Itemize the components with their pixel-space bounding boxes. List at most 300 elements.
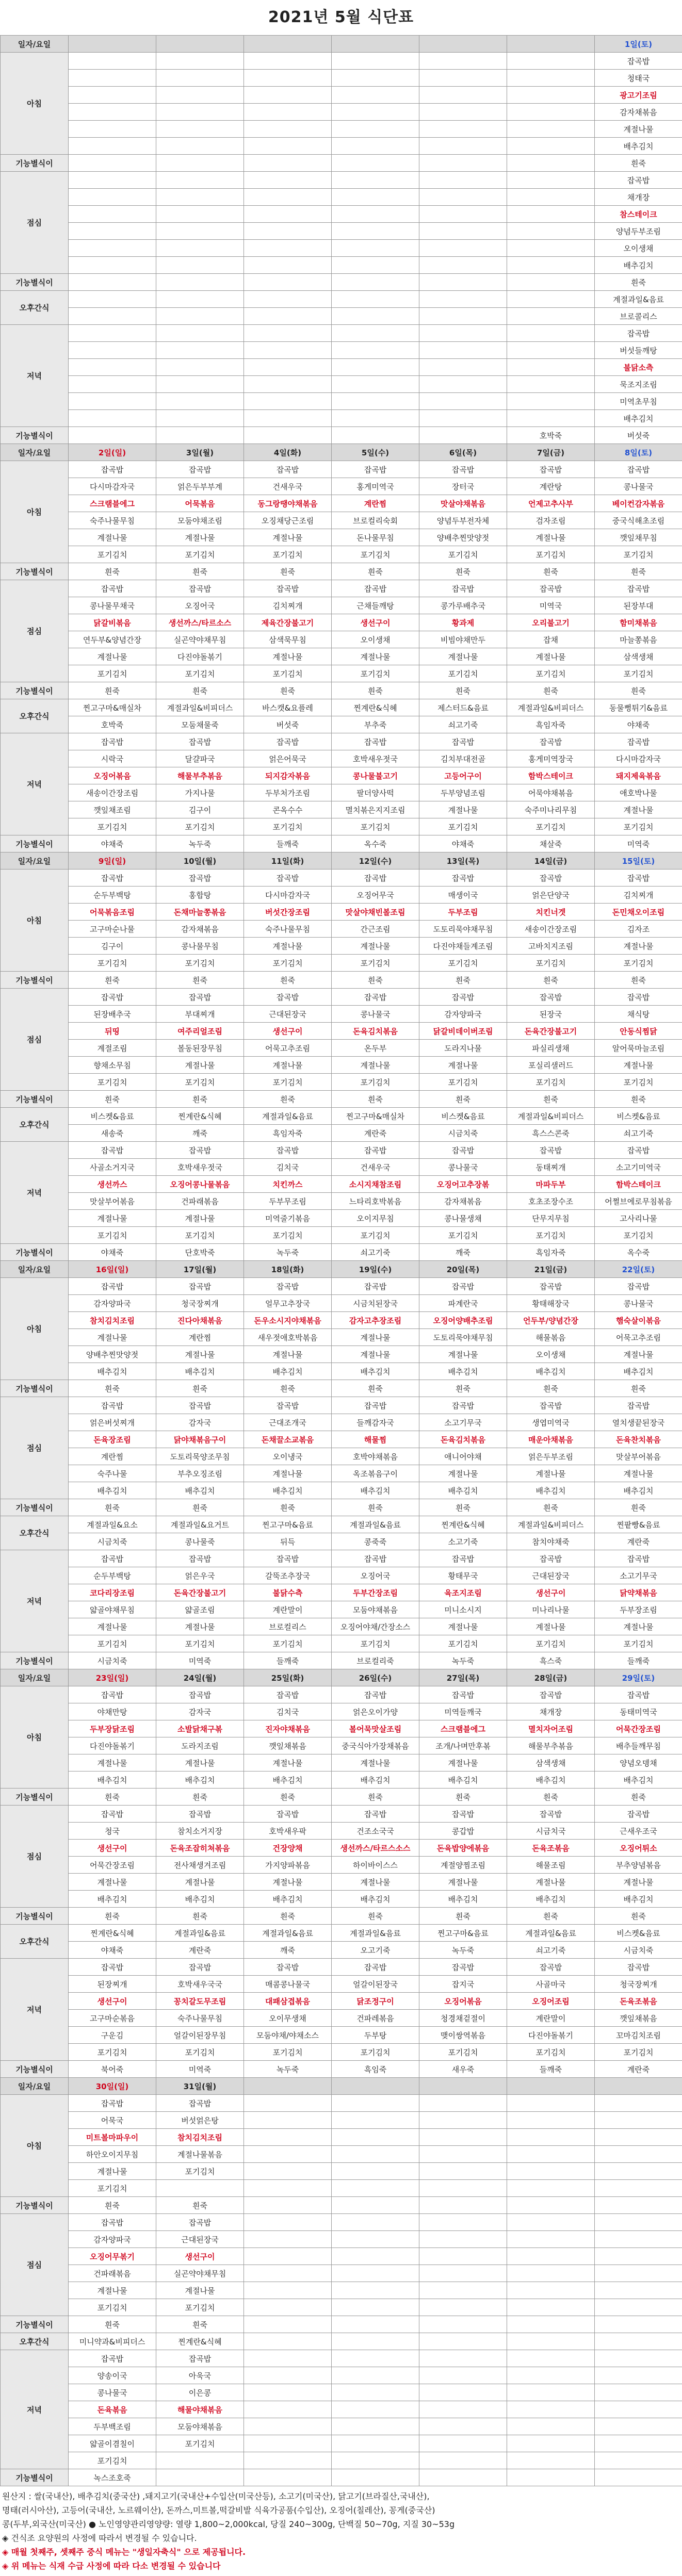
dinner-row <box>1 801 682 818</box>
menu-cell: 도토리묵양조무침 <box>156 1448 244 1465</box>
menu-cell <box>156 104 244 121</box>
menu-cell: 흰죽 <box>69 563 156 580</box>
dinner-row <box>1 2367 682 2384</box>
menu-cell <box>244 359 332 376</box>
menu-cell <box>244 2214 332 2231</box>
menu-cell: 얽은단양국 <box>507 887 595 904</box>
menu-cell: 포기김치 <box>595 665 682 682</box>
menu-cell <box>507 172 595 189</box>
menu-cell: 생선구이 <box>244 1023 332 1040</box>
menu-cell <box>244 53 332 70</box>
menu-cell: 배추김치 <box>156 1482 244 1499</box>
menu-cell: 맛살부어볶음 <box>69 1193 156 1210</box>
lunch-row <box>1 2265 682 2282</box>
menu-cell <box>244 240 332 257</box>
menu-cell <box>419 2248 507 2265</box>
menu-cell: 동태미역국 <box>595 1703 682 1720</box>
menu-cell: 흰죽 <box>156 1380 244 1397</box>
menu-cell: 콘옥수수 <box>244 801 332 818</box>
menu-cell <box>156 138 244 155</box>
note-change: ◈ 건식조 요양원의 사정에 따라서 변경될 수 있습니다. <box>2 2531 680 2545</box>
date-header-row <box>1 852 682 869</box>
dinner-row <box>1 733 682 750</box>
day-header: 7일(금) <box>507 444 595 461</box>
menu-cell: 잡곡밥 <box>156 2214 244 2231</box>
menu-cell <box>507 223 595 240</box>
menu-cell: 버섯죽 <box>595 427 682 444</box>
menu-cell <box>507 70 595 87</box>
menu-cell: 잡곡밥 <box>507 461 595 478</box>
breakfast-row <box>1 546 682 563</box>
menu-cell: 계절나물 <box>156 1210 244 1227</box>
menu-cell: 포기김치 <box>419 546 507 563</box>
menu-cell: 계란죽 <box>595 2061 682 2078</box>
menu-cell: 오고기죽 <box>332 1942 419 1959</box>
menu-cell: 오징어야채/간장소스 <box>332 1618 419 1635</box>
menu-cell <box>507 206 595 223</box>
menu-cell: 계절나물 <box>332 648 419 665</box>
menu-cell: 마파두부 <box>507 1176 595 1193</box>
menu-cell <box>507 2452 595 2469</box>
menu-cell <box>332 2418 419 2435</box>
func2-label: 기능별식이 <box>1 1091 69 1108</box>
dinner-row <box>1 1227 682 1244</box>
menu-cell <box>332 206 419 223</box>
date-header-label: 일자/요일 <box>1 1669 69 1686</box>
menu-cell: 깨죽 <box>419 1244 507 1261</box>
menu-cell: 오징어국 <box>156 597 244 614</box>
dinner-row <box>1 1993 682 2010</box>
menu-cell: 찐계란&식혜 <box>69 1925 156 1942</box>
menu-cell <box>595 2333 682 2350</box>
menu-cell: 잡곡밥 <box>244 1278 332 1295</box>
menu-cell: 잡채 <box>507 631 595 648</box>
func2-row <box>1 2316 682 2333</box>
menu-cell <box>244 376 332 393</box>
menu-cell <box>507 2316 595 2333</box>
menu-cell: 포기김치 <box>419 1227 507 1244</box>
menu-cell: 계절과일&비피더스 <box>507 699 595 716</box>
breakfast-row <box>1 869 682 887</box>
breakfast-row <box>1 1703 682 1720</box>
menu-cell <box>419 2282 507 2299</box>
menu-cell: 잡곡밥 <box>595 1550 682 1567</box>
menu-cell: 포기김치 <box>507 818 595 835</box>
func1-row <box>1 972 682 989</box>
menu-cell: 녹두죽 <box>244 2061 332 2078</box>
menu-cell: 쇠고기죽 <box>419 716 507 733</box>
menu-cell: 가지양파볶음 <box>244 1857 332 1874</box>
lunch-row <box>1 1074 682 1091</box>
menu-cell: 흰죽 <box>156 1789 244 1806</box>
menu-cell: 새송죽 <box>69 1125 156 1142</box>
menu-cell <box>332 70 419 87</box>
menu-cell: 잡곡밥 <box>156 1278 244 1295</box>
dinner-row <box>1 767 682 784</box>
menu-cell: 스크램블에그 <box>419 1720 507 1737</box>
menu-cell: 도토리묵야채무침 <box>419 921 507 938</box>
menu-cell <box>69 359 156 376</box>
menu-cell: 계절나물 <box>69 1329 156 1346</box>
menu-cell: 포기김치 <box>332 1635 419 1652</box>
day-header: 25일(화) <box>244 1669 332 1686</box>
dinner-label: 저녁 <box>1 2350 69 2469</box>
menu-cell: 매생이국 <box>419 887 507 904</box>
menu-cell <box>69 274 156 291</box>
menu-cell <box>244 2384 332 2401</box>
menu-cell <box>332 240 419 257</box>
menu-cell: 안동식찜닭 <box>595 1023 682 1040</box>
menu-cell: 포기김치 <box>507 1227 595 1244</box>
breakfast-label: 아침 <box>1 1278 69 1380</box>
menu-cell: 언두부/양념간장 <box>507 1312 595 1329</box>
dinner-row <box>1 1142 682 1159</box>
menu-cell: 채살죽 <box>507 835 595 852</box>
menu-cell: 잡곡밥 <box>332 1142 419 1159</box>
menu-cell <box>507 359 595 376</box>
menu-cell: 계란찜 <box>332 495 419 512</box>
menu-cell: 흰죽 <box>244 1091 332 1108</box>
menu-cell: 버섯들깨탕 <box>595 342 682 359</box>
day-header: 12일(수) <box>332 852 419 869</box>
menu-cell: 계절나물 <box>244 938 332 955</box>
menu-cell: 계절나물 <box>419 1874 507 1891</box>
menu-cell: 함미채볶음 <box>595 614 682 631</box>
menu-cell: 들깨죽 <box>244 1652 332 1669</box>
menu-cell: 파계란국 <box>419 1295 507 1312</box>
menu-cell <box>156 70 244 87</box>
menu-cell <box>332 342 419 359</box>
menu-cell: 흰죽 <box>69 1499 156 1516</box>
menu-cell <box>156 376 244 393</box>
menu-cell <box>507 2401 595 2418</box>
menu-cell: 미트볼마파우이 <box>69 2129 156 2146</box>
menu-cell: 잡곡밥 <box>595 733 682 750</box>
menu-cell: 포기김치 <box>507 546 595 563</box>
menu-cell <box>244 2333 332 2350</box>
menu-cell: 감자양파국 <box>69 1295 156 1312</box>
menu-cell <box>507 104 595 121</box>
menu-cell: 잡곡밥 <box>244 1550 332 1567</box>
menu-cell <box>507 2129 595 2146</box>
menu-cell: 흰죽 <box>244 563 332 580</box>
menu-cell: 잡곡밥 <box>244 1397 332 1414</box>
menu-cell: 다시마감자국 <box>244 887 332 904</box>
menu-cell: 계절나물 <box>244 1874 332 1891</box>
menu-cell: 불닭소측 <box>595 359 682 376</box>
menu-cell: 모둠야채볶음 <box>156 2418 244 2435</box>
day-header: 30일(일) <box>69 2078 156 2095</box>
menu-cell: 찐계란&식혜 <box>156 1108 244 1125</box>
menu-cell: 포기김치 <box>595 1074 682 1091</box>
menu-cell: 포기김치 <box>332 546 419 563</box>
menu-cell: 청태국 <box>595 70 682 87</box>
menu-cell: 배추김치 <box>244 1363 332 1380</box>
menu-cell <box>419 2333 507 2350</box>
menu-cell: 브로컬리죽 <box>332 1652 419 1669</box>
menu-cell: 생선까스 <box>69 1176 156 1193</box>
menu-cell: 미역죽 <box>595 835 682 852</box>
menu-cell: 호초조장수조 <box>507 1193 595 1210</box>
dinner-row <box>1 2384 682 2401</box>
menu-cell <box>332 2452 419 2469</box>
menu-cell: 계절나물 <box>332 1874 419 1891</box>
menu-cell: 계절나물 <box>69 1754 156 1771</box>
menu-cell: 배추김치 <box>595 1771 682 1789</box>
menu-cell: 채식탕 <box>595 1006 682 1023</box>
menu-cell: 황과제 <box>419 614 507 631</box>
menu-cell: 근대조개국 <box>244 1414 332 1431</box>
menu-cell: 잡곡밥 <box>419 1550 507 1567</box>
day-header: 26일(수) <box>332 1669 419 1686</box>
snack-row <box>1 699 682 716</box>
menu-cell: 배추김치 <box>595 1363 682 1380</box>
menu-cell: 계절나물 <box>69 529 156 546</box>
menu-cell <box>244 70 332 87</box>
menu-cell <box>419 2316 507 2333</box>
menu-cell: 건새우국 <box>244 478 332 495</box>
menu-cell: 흰죽 <box>595 1499 682 1516</box>
lunch-row <box>1 1874 682 1891</box>
menu-cell <box>507 2112 595 2129</box>
menu-cell: 김치찌개 <box>244 597 332 614</box>
menu-cell: 흑임자죽 <box>507 716 595 733</box>
menu-cell: 계절나물 <box>419 801 507 818</box>
menu-cell: 잡곡밥 <box>244 869 332 887</box>
menu-cell: 소발닭채구볶 <box>156 1720 244 1737</box>
menu-cell: 참스테이크 <box>595 206 682 223</box>
breakfast-row <box>1 1686 682 1703</box>
menu-cell: 배추김치 <box>244 1482 332 1499</box>
menu-cell <box>595 2163 682 2180</box>
dinner-row <box>1 2044 682 2061</box>
menu-cell: 돈육찬치볶음 <box>595 1431 682 1448</box>
menu-cell <box>595 2299 682 2316</box>
dinner-row <box>1 1159 682 1176</box>
menu-cell: 잡곡밥 <box>419 1278 507 1295</box>
menu-cell <box>156 87 244 104</box>
lunch-row <box>1 206 682 223</box>
dinner-label: 저녁 <box>1 325 69 427</box>
menu-cell: 포기김치 <box>595 2044 682 2061</box>
menu-cell: 포기김치 <box>156 1635 244 1652</box>
menu-cell: 이은콩 <box>156 2384 244 2401</box>
menu-cell: 흰죽 <box>156 1499 244 1516</box>
snack-label: 오후간식 <box>1 2333 69 2350</box>
menu-cell: 오징어양배추조림 <box>419 1312 507 1329</box>
breakfast-row <box>1 1295 682 1312</box>
dinner-row <box>1 1976 682 1993</box>
menu-cell: 언제고추사부 <box>507 495 595 512</box>
menu-cell: 배추김치 <box>419 1482 507 1499</box>
func3-row <box>1 1652 682 1669</box>
menu-cell: 계절과일&음료 <box>244 1108 332 1125</box>
menu-cell: 잡곡밥 <box>156 1550 244 1567</box>
menu-cell: 포기김치 <box>244 818 332 835</box>
menu-cell: 부추양념볶음 <box>595 1857 682 1874</box>
menu-cell: 잡곡밥 <box>595 1142 682 1159</box>
menu-cell: 계란죽 <box>332 1125 419 1142</box>
menu-cell: 배추김치 <box>332 1363 419 1380</box>
menu-cell: 검자조림 <box>507 512 595 529</box>
menu-cell: 참치김치조림 <box>156 2129 244 2146</box>
menu-cell: 포기김치 <box>156 818 244 835</box>
menu-cell: 야채죽 <box>419 835 507 852</box>
date-header-label: 일자/요일 <box>1 36 69 53</box>
menu-cell: 잡곡밥 <box>595 580 682 597</box>
menu-cell: 쇠고기죽 <box>595 1125 682 1142</box>
menu-cell: 흑임자죽 <box>507 1244 595 1261</box>
menu-cell: 청국 <box>69 1823 156 1840</box>
menu-cell <box>507 2146 595 2163</box>
dinner-row <box>1 2418 682 2435</box>
menu-cell: 북어죽 <box>69 2061 156 2078</box>
menu-cell: 얽은오이가양 <box>332 1703 419 1720</box>
menu-cell: 베이컨감자볶음 <box>595 495 682 512</box>
menu-cell: 계란죽 <box>595 1533 682 1550</box>
menu-cell <box>507 393 595 410</box>
menu-cell: 간근조림 <box>332 921 419 938</box>
menu-cell: 잡곡밥 <box>419 989 507 1006</box>
menu-cell <box>244 155 332 172</box>
breakfast-label: 아침 <box>1 2095 69 2197</box>
menu-cell: 콩나물무침 <box>156 938 244 955</box>
breakfast-row <box>1 1346 682 1363</box>
breakfast-row <box>1 2095 682 2112</box>
menu-cell: 소고기무국 <box>419 1414 507 1431</box>
menu-cell: 포기김치 <box>156 2044 244 2061</box>
menu-cell: 계절나물 <box>69 1210 156 1227</box>
note-birthday: ◈ 매월 첫째주, 셋째주 중식 메뉴는 "생일자축식" 으로 제공됩니다. <box>2 2545 680 2559</box>
menu-cell <box>69 410 156 427</box>
menu-cell: 잡곡밥 <box>507 733 595 750</box>
menu-cell: 근대된장국 <box>244 1006 332 1023</box>
lunch-row <box>1 257 682 274</box>
menu-cell <box>156 2469 244 2486</box>
menu-cell: 잡곡밥 <box>507 1550 595 1567</box>
menu-cell: 채개장 <box>507 1703 595 1720</box>
menu-cell: 모둠채물죽 <box>156 716 244 733</box>
menu-cell: 흰죽 <box>244 1499 332 1516</box>
menu-cell: 포기김치 <box>332 2044 419 2061</box>
menu-cell: 단무지무침 <box>507 1210 595 1227</box>
menu-cell <box>244 257 332 274</box>
menu-cell: 야채죽 <box>69 1244 156 1261</box>
dinner-row <box>1 1959 682 1976</box>
menu-cell: 참치야채죽 <box>507 1533 595 1550</box>
dinner-row <box>1 784 682 801</box>
lunch-row <box>1 648 682 665</box>
menu-cell: 감자양파국 <box>419 1006 507 1023</box>
menu-cell: 계절나물 <box>507 1618 595 1635</box>
menu-cell <box>595 2282 682 2299</box>
menu-cell: 김자조 <box>595 921 682 938</box>
breakfast-row <box>1 1363 682 1380</box>
menu-cell: 비스켓&음료 <box>69 1108 156 1125</box>
menu-cell: 포기김치 <box>507 1635 595 1652</box>
menu-cell: 잡곡밥 <box>332 1959 419 1976</box>
menu-cell: 어묵고추조림 <box>595 1329 682 1346</box>
lunch-row <box>1 1482 682 1499</box>
day-header: 1일(토) <box>595 36 682 53</box>
menu-cell <box>69 104 156 121</box>
menu-cell: 숙주미나리무침 <box>507 801 595 818</box>
menu-cell: 계절나물 <box>244 1465 332 1482</box>
menu-cell <box>595 2265 682 2282</box>
menu-cell: 흰죽 <box>507 1499 595 1516</box>
menu-cell: 흰죽 <box>244 1789 332 1806</box>
menu-cell <box>332 2435 419 2452</box>
menu-cell <box>332 189 419 206</box>
dinner-row <box>1 393 682 410</box>
menu-cell: 생선구이 <box>156 2248 244 2265</box>
breakfast-row <box>1 2180 682 2197</box>
dinner-row <box>1 1601 682 1618</box>
menu-cell: 두부간장조림 <box>332 1584 419 1601</box>
menu-cell <box>332 2350 419 2367</box>
menu-cell <box>244 2129 332 2146</box>
lunch-row <box>1 223 682 240</box>
menu-cell: 맛살야채볶음 <box>419 495 507 512</box>
dinner-row <box>1 1193 682 1210</box>
menu-cell: 부추오징조림 <box>156 1465 244 1482</box>
menu-cell: 김치국 <box>244 1703 332 1720</box>
menu-cell <box>332 308 419 325</box>
menu-cell: 잡곡밥 <box>69 2095 156 2112</box>
menu-cell: 황태해장국 <box>507 1295 595 1312</box>
menu-cell <box>419 2163 507 2180</box>
lunch-row <box>1 1806 682 1823</box>
menu-cell: 잡곡밥 <box>507 1278 595 1295</box>
menu-cell: 배추김치 <box>595 1891 682 1908</box>
menu-cell <box>419 223 507 240</box>
menu-cell <box>156 121 244 138</box>
menu-cell: 들깨죽 <box>507 2061 595 2078</box>
menu-cell: 호박새우국국 <box>156 1976 244 1993</box>
menu-cell <box>69 87 156 104</box>
menu-cell: 호박새우젓국 <box>332 750 419 767</box>
dinner-row <box>1 1550 682 1567</box>
menu-cell: 찐고구마&매실차 <box>332 1108 419 1125</box>
menu-cell: 건파래볶음 <box>69 2265 156 2282</box>
menu-cell: 오이생채 <box>595 240 682 257</box>
menu-cell: 잡곡밥 <box>69 1142 156 1159</box>
menu-cell: 계절나물 <box>595 121 682 138</box>
menu-cell: 잡곡밥 <box>419 1142 507 1159</box>
menu-cell: 실곤약야채무침 <box>156 631 244 648</box>
dinner-row <box>1 2401 682 2418</box>
menu-cell: 미역죽 <box>156 1652 244 1669</box>
menu-cell: 함박스테이크 <box>507 767 595 784</box>
menu-cell <box>507 2435 595 2452</box>
lunch-row <box>1 172 682 189</box>
breakfast-row <box>1 938 682 955</box>
menu-cell: 느타리호박볶음 <box>332 1193 419 1210</box>
menu-cell: 계절나물 <box>507 1465 595 1482</box>
menu-cell: 계절나물 <box>419 1754 507 1771</box>
menu-cell <box>244 87 332 104</box>
menu-cell: 포기김치 <box>244 665 332 682</box>
menu-cell <box>244 2316 332 2333</box>
menu-cell <box>332 2469 419 2486</box>
menu-cell: 잡곡밥 <box>69 2350 156 2367</box>
menu-cell: 잡곡밥 <box>595 1806 682 1823</box>
menu-cell: 김구이 <box>156 801 244 818</box>
menu-cell: 근채들깨탕 <box>332 597 419 614</box>
menu-cell <box>332 2367 419 2384</box>
menu-cell: 양송이국 <box>69 2367 156 2384</box>
menu-cell: 포기김치 <box>69 1635 156 1652</box>
